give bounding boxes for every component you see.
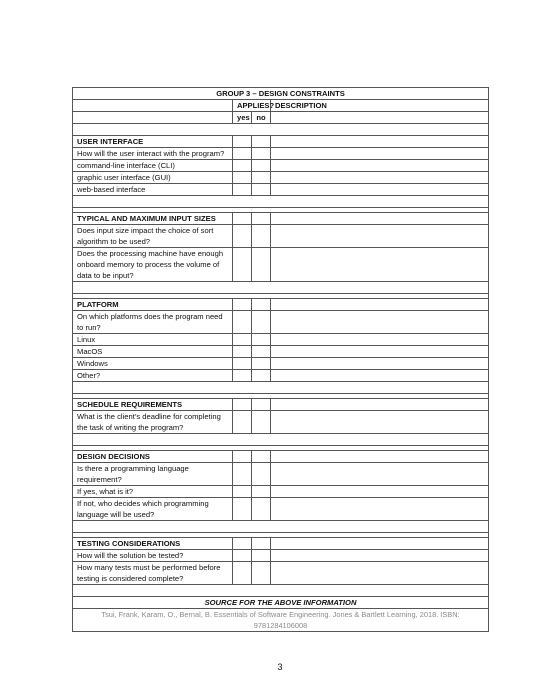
no-checkbox-cell[interactable] xyxy=(252,334,271,346)
section-heading: PLATFORM xyxy=(73,299,233,311)
yes-cell[interactable] xyxy=(233,538,252,550)
spacer-row xyxy=(73,434,489,446)
spacer-cell xyxy=(73,521,489,533)
no-checkbox-cell[interactable] xyxy=(252,486,271,498)
source-title-row xyxy=(73,597,489,609)
description-cell[interactable] xyxy=(271,160,489,172)
spacer-cell xyxy=(73,382,489,394)
design-constraints-table xyxy=(72,87,489,632)
yes-cell[interactable] xyxy=(233,399,252,411)
description-cell[interactable] xyxy=(271,225,489,248)
constraint-label: MacOS xyxy=(73,346,233,358)
yes-checkbox-cell[interactable] xyxy=(233,358,252,370)
spacer-row xyxy=(73,124,489,136)
constraint-label: If yes, what is it? xyxy=(73,486,233,498)
description-cell[interactable] xyxy=(271,538,489,550)
description-cell[interactable] xyxy=(271,370,489,382)
constraint-label: Linux xyxy=(73,334,233,346)
section-heading-row xyxy=(73,136,489,148)
section-heading: TYPICAL AND MAXIMUM INPUT SIZES xyxy=(73,213,233,225)
constraint-row xyxy=(73,562,489,585)
table-title: GROUP 3 – DESIGN CONSTRAINTS xyxy=(73,88,489,100)
no-checkbox-cell[interactable] xyxy=(252,184,271,196)
description-cell[interactable] xyxy=(271,213,489,225)
blank-header-cell xyxy=(73,100,233,112)
yes-checkbox-cell[interactable] xyxy=(233,148,252,160)
source-citation: Tsui, Frank, Karam, O., Bernal, B. Essentials of Software Engineering. Jones & Bartlett Learning, 2018. ISBN: 9781284106008 xyxy=(73,609,489,632)
constraint-label: What is the client’s deadline for completing the task of writing the program? xyxy=(73,411,233,434)
applies-header: APPLIES? xyxy=(233,100,271,112)
description-cell[interactable] xyxy=(271,172,489,184)
yes-checkbox-cell[interactable] xyxy=(233,225,252,248)
spacer-cell xyxy=(73,196,489,208)
description-cell[interactable] xyxy=(271,311,489,334)
constraint-label: How will the user interact with the program? xyxy=(73,148,233,160)
description-cell[interactable] xyxy=(271,148,489,160)
no-checkbox-cell[interactable] xyxy=(252,248,271,282)
description-cell[interactable] xyxy=(271,498,489,521)
no-cell[interactable] xyxy=(252,213,271,225)
yes-cell[interactable] xyxy=(233,451,252,463)
no-checkbox-cell[interactable] xyxy=(252,346,271,358)
description-cell[interactable] xyxy=(271,299,489,311)
section-heading: SCHEDULE REQUIREMENTS xyxy=(73,399,233,411)
description-cell[interactable] xyxy=(271,399,489,411)
description-cell[interactable] xyxy=(271,463,489,486)
yes-checkbox-cell[interactable] xyxy=(233,172,252,184)
section-heading: USER INTERFACE xyxy=(73,136,233,148)
constraint-row xyxy=(73,411,489,434)
no-checkbox-cell[interactable] xyxy=(252,463,271,486)
no-checkbox-cell[interactable] xyxy=(252,411,271,434)
description-cell[interactable] xyxy=(271,486,489,498)
no-checkbox-cell[interactable] xyxy=(252,498,271,521)
no-checkbox-cell[interactable] xyxy=(252,225,271,248)
constraint-label: On which platforms does the program need to run? xyxy=(73,311,233,334)
no-checkbox-cell[interactable] xyxy=(252,550,271,562)
description-cell[interactable] xyxy=(271,184,489,196)
constraint-label: How many tests must be performed before testing is considered complete? xyxy=(73,562,233,585)
no-cell[interactable] xyxy=(252,451,271,463)
constraint-row xyxy=(73,370,489,382)
constraint-row xyxy=(73,160,489,172)
table-title-row xyxy=(73,88,489,100)
description-cell[interactable] xyxy=(271,248,489,282)
no-cell[interactable] xyxy=(252,299,271,311)
spacer-row xyxy=(73,521,489,533)
constraint-row xyxy=(73,334,489,346)
description-cell[interactable] xyxy=(271,346,489,358)
section-heading-row xyxy=(73,451,489,463)
spacer-cell xyxy=(73,282,489,294)
yes-checkbox-cell[interactable] xyxy=(233,562,252,585)
spacer-cell xyxy=(73,434,489,446)
constraint-label: Is there a programming language requirement? xyxy=(73,463,233,486)
constraint-row xyxy=(73,463,489,486)
section-heading-row xyxy=(73,299,489,311)
no-cell[interactable] xyxy=(252,399,271,411)
no-cell[interactable] xyxy=(252,136,271,148)
no-checkbox-cell[interactable] xyxy=(252,160,271,172)
no-checkbox-cell[interactable] xyxy=(252,370,271,382)
constraint-label: graphic user interface (GUI) xyxy=(73,172,233,184)
constraint-label: Does the processing machine have enough onboard memory to process the volume of data to be input? xyxy=(73,248,233,282)
spacer-row xyxy=(73,196,489,208)
constraint-label: command-line interface (CLI) xyxy=(73,160,233,172)
blank-header-cell xyxy=(271,112,489,124)
section-heading-row xyxy=(73,213,489,225)
yes-cell[interactable] xyxy=(233,136,252,148)
description-cell[interactable] xyxy=(271,334,489,346)
yes-checkbox-cell[interactable] xyxy=(233,463,252,486)
yes-no-header-row xyxy=(73,112,489,124)
constraint-label: Windows xyxy=(73,358,233,370)
no-checkbox-cell[interactable] xyxy=(252,562,271,585)
no-checkbox-cell[interactable] xyxy=(252,358,271,370)
section-heading: TESTING CONSIDERATIONS xyxy=(73,538,233,550)
yes-checkbox-cell[interactable] xyxy=(233,248,252,282)
section-heading-row xyxy=(73,538,489,550)
spacer-row xyxy=(73,282,489,294)
constraint-label: Other? xyxy=(73,370,233,382)
constraint-label: How will the solution be tested? xyxy=(73,550,233,562)
no-cell[interactable] xyxy=(252,538,271,550)
yes-checkbox-cell[interactable] xyxy=(233,334,252,346)
yes-checkbox-cell[interactable] xyxy=(233,346,252,358)
description-cell[interactable] xyxy=(271,136,489,148)
constraint-row xyxy=(73,172,489,184)
constraint-row xyxy=(73,550,489,562)
yes-checkbox-cell[interactable] xyxy=(233,411,252,434)
page-number: 3 xyxy=(277,662,283,672)
spacer-cell xyxy=(73,585,489,597)
yes-cell[interactable] xyxy=(233,213,252,225)
description-header: DESCRIPTION xyxy=(271,100,489,112)
description-cell[interactable] xyxy=(271,562,489,585)
constraint-row xyxy=(73,184,489,196)
no-checkbox-cell[interactable] xyxy=(252,172,271,184)
no-checkbox-cell[interactable] xyxy=(252,311,271,334)
constraint-row xyxy=(73,358,489,370)
yes-checkbox-cell[interactable] xyxy=(233,370,252,382)
section-heading-row xyxy=(73,399,489,411)
yes-checkbox-cell[interactable] xyxy=(233,498,252,521)
constraint-label: Does input size impact the choice of sort algorithm to be used? xyxy=(73,225,233,248)
constraint-row xyxy=(73,346,489,358)
spacer-cell xyxy=(73,124,489,136)
yes-header: yes xyxy=(233,112,252,124)
constraint-row xyxy=(73,148,489,160)
no-checkbox-cell[interactable] xyxy=(252,148,271,160)
constraint-row xyxy=(73,248,489,282)
description-cell[interactable] xyxy=(271,411,489,434)
constraint-label: If not, who decides which programming language will be used? xyxy=(73,498,233,521)
table-header-row xyxy=(73,100,489,112)
description-cell[interactable] xyxy=(271,451,489,463)
yes-checkbox-cell[interactable] xyxy=(233,486,252,498)
constraint-row xyxy=(73,225,489,248)
yes-cell[interactable] xyxy=(233,299,252,311)
spacer-row xyxy=(73,585,489,597)
constraint-label: web-based interface xyxy=(73,184,233,196)
constraint-row xyxy=(73,311,489,334)
constraint-row xyxy=(73,498,489,521)
spacer-row xyxy=(73,382,489,394)
description-cell[interactable] xyxy=(271,358,489,370)
section-heading: DESIGN DECISIONS xyxy=(73,451,233,463)
blank-header-cell xyxy=(73,112,233,124)
yes-checkbox-cell[interactable] xyxy=(233,550,252,562)
yes-checkbox-cell[interactable] xyxy=(233,160,252,172)
source-citation-row xyxy=(73,609,489,632)
description-cell[interactable] xyxy=(271,550,489,562)
no-header: no xyxy=(252,112,271,124)
yes-checkbox-cell[interactable] xyxy=(233,184,252,196)
yes-checkbox-cell[interactable] xyxy=(233,311,252,334)
constraint-row xyxy=(73,486,489,498)
source-title: SOURCE FOR THE ABOVE INFORMATION xyxy=(73,597,489,609)
